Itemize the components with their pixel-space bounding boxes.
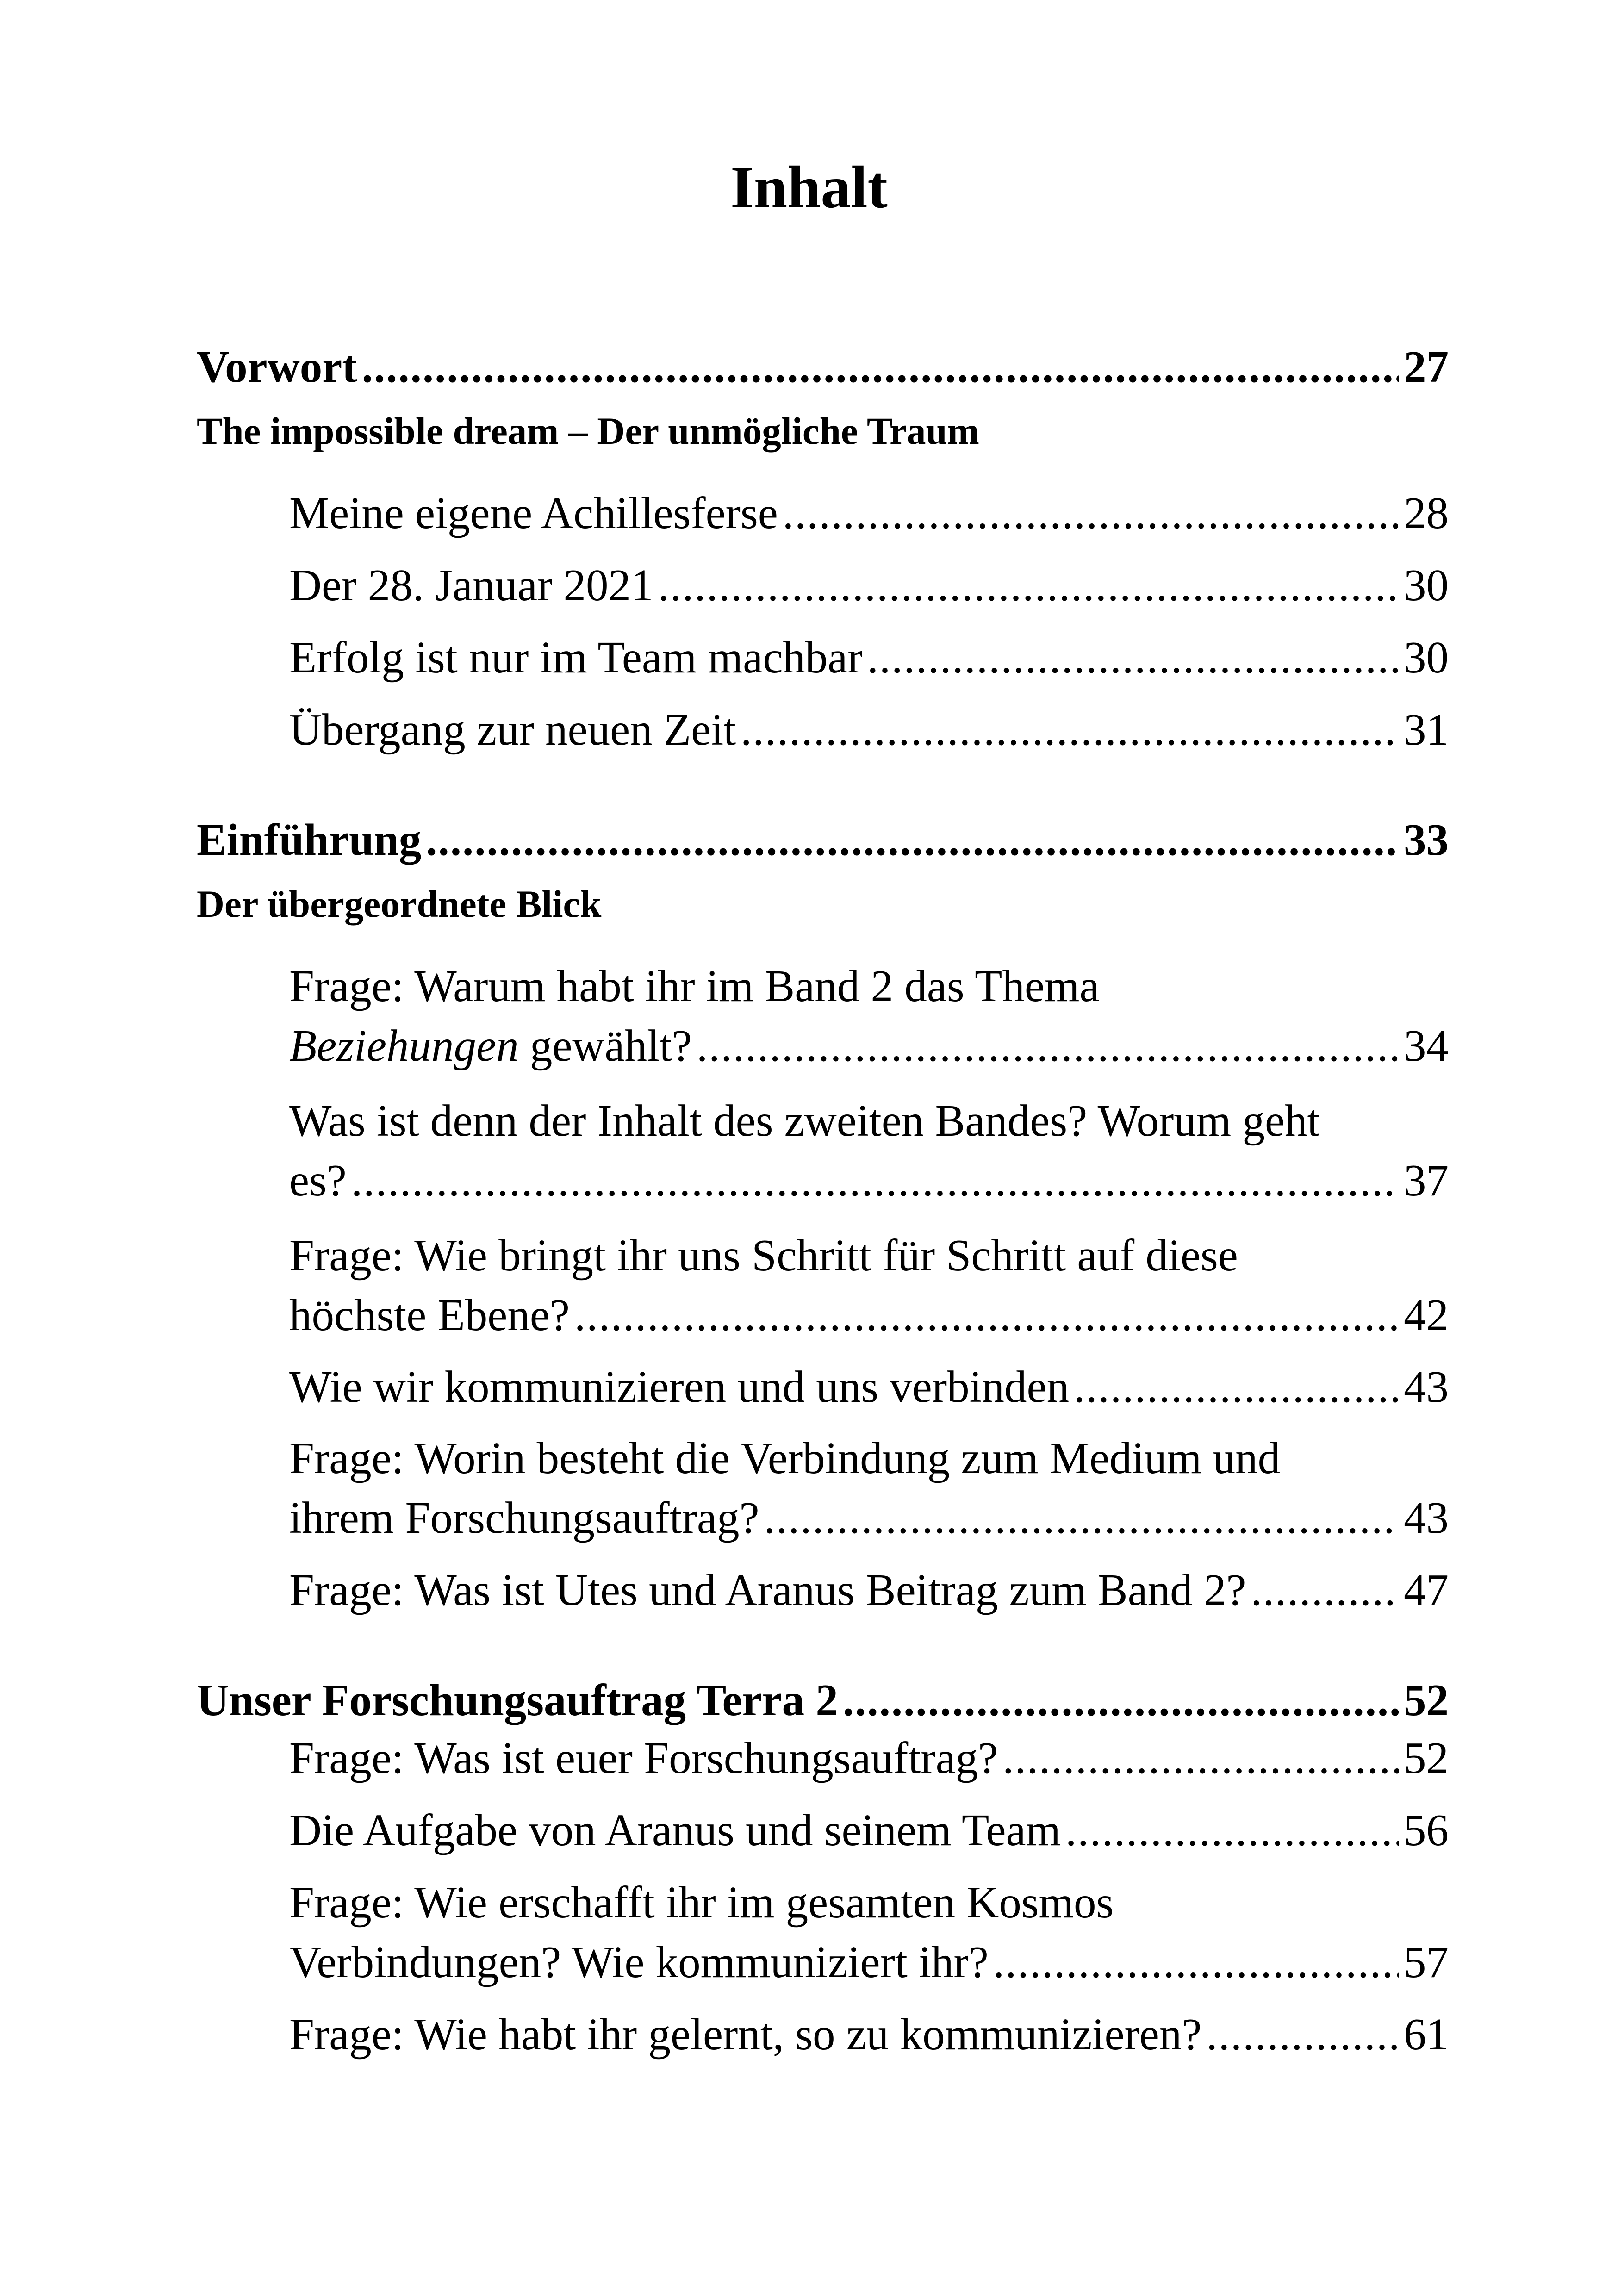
entry-label: Verbindungen? Wie kommuniziert ihr? xyxy=(289,1937,989,1987)
page-number: 52 xyxy=(1404,1733,1449,1783)
entry-label: Frage: Wie erschafft ihr im gesamten Kosmos xyxy=(289,1878,1114,1927)
dot-leader xyxy=(362,339,1399,395)
entry-label-rest: gewählt? xyxy=(518,1021,692,1070)
toc-entry-line2[interactable] xyxy=(289,1018,1449,1074)
section-subtitle xyxy=(197,403,1449,459)
entry-label: ihrem Forschungsauftrag? xyxy=(289,1493,759,1543)
entry-label: Frage: Warum habt ihr im Band 2 das Thema xyxy=(289,961,1100,1011)
dot-leader xyxy=(993,1935,1399,1990)
entry-label xyxy=(289,1018,692,1074)
section-heading: Einführung xyxy=(197,815,422,865)
dot-leader xyxy=(658,558,1399,613)
entry-label: Wie wir kommunizieren und uns verbinden xyxy=(289,1362,1070,1412)
dot-leader xyxy=(574,1288,1399,1343)
entry-italic: Beziehungen xyxy=(289,1021,519,1070)
toc-entry[interactable] xyxy=(289,485,1449,541)
dot-leader xyxy=(351,1153,1399,1208)
dot-leader xyxy=(1074,1359,1399,1415)
toc-entry[interactable] xyxy=(289,702,1449,758)
page-number: 30 xyxy=(1404,560,1449,610)
toc-section-einfuehrung[interactable] xyxy=(197,812,1449,868)
toc-entry-line1[interactable] xyxy=(289,1875,1449,1930)
entry-label: Übergang zur neuen Zeit xyxy=(289,705,736,754)
page-number: 47 xyxy=(1404,1565,1449,1615)
toc-entry-line1[interactable] xyxy=(289,1093,1449,1149)
dot-leader xyxy=(741,702,1399,758)
toc-entry-line1[interactable] xyxy=(289,958,1449,1014)
dot-leader xyxy=(1002,1730,1399,1786)
dot-leader xyxy=(1065,1803,1399,1858)
page-number: 27 xyxy=(1404,342,1449,392)
toc-entry-line2[interactable] xyxy=(289,1935,1449,1990)
toc-entry[interactable] xyxy=(289,1359,1449,1415)
toc-section-forschungsauftrag[interactable] xyxy=(197,1673,1449,1728)
entry-label: Meine eigene Achillesferse xyxy=(289,488,778,538)
entry-label: Der 28. Januar 2021 xyxy=(289,560,653,610)
entry-label: Erfolg ist nur im Team machbar xyxy=(289,633,863,682)
dot-leader xyxy=(764,1490,1399,1546)
page-title: Inhalt xyxy=(730,154,888,221)
dot-leader xyxy=(867,630,1399,685)
page-number: 61 xyxy=(1404,2010,1449,2059)
section-heading: Vorwort xyxy=(197,342,357,392)
toc-entry-line1[interactable] xyxy=(289,1431,1449,1486)
page-number: 42 xyxy=(1404,1290,1449,1340)
subtitle-text: The impossible dream – Der unmögliche Traum xyxy=(197,410,979,452)
entry-label: Die Aufgabe von Aranus und seinem Team xyxy=(289,1805,1061,1855)
page-number: 56 xyxy=(1404,1805,1449,1855)
page-number: 33 xyxy=(1404,815,1449,865)
entry-label: höchste Ebene? xyxy=(289,1290,570,1340)
entry-label: Was ist denn der Inhalt des zweiten Bandes? Worum geht xyxy=(289,1096,1320,1145)
page-number: 52 xyxy=(1404,1675,1449,1725)
dot-leader xyxy=(843,1673,1399,1728)
toc-entry-line2[interactable] xyxy=(289,1490,1449,1546)
dot-leader xyxy=(783,485,1399,541)
dot-leader xyxy=(1206,2007,1399,2062)
toc-entry[interactable] xyxy=(289,2007,1449,2062)
toc-section-vorwort[interactable] xyxy=(197,339,1449,395)
toc-entry-line2[interactable] xyxy=(289,1153,1449,1208)
section-subtitle xyxy=(197,876,1449,932)
toc-entry[interactable] xyxy=(289,630,1449,685)
page-number: 30 xyxy=(1404,633,1449,682)
toc-entry-line1[interactable] xyxy=(289,1228,1449,1283)
toc-entry[interactable] xyxy=(289,1562,1449,1618)
entry-label: Frage: Wie habt ihr gelernt, so zu kommunizieren? xyxy=(289,2010,1202,2059)
dot-leader xyxy=(697,1018,1399,1074)
entry-label: Frage: Was ist Utes und Aranus Beitrag zum Band 2? xyxy=(289,1565,1246,1615)
page-number: 37 xyxy=(1404,1156,1449,1205)
page-number: 57 xyxy=(1404,1937,1449,1987)
subtitle-text: Der übergeordnete Blick xyxy=(197,883,602,925)
page-number: 28 xyxy=(1404,488,1449,538)
section-heading: Unser Forschungsauftrag Terra 2 xyxy=(197,1675,838,1725)
entry-label: Frage: Was ist euer Forschungsauftrag? xyxy=(289,1733,998,1783)
entry-label: es? xyxy=(289,1156,347,1205)
toc-entry[interactable] xyxy=(289,1803,1449,1858)
page-number: 43 xyxy=(1404,1493,1449,1543)
entry-label: Frage: Wie bringt ihr uns Schritt für Schritt auf diese xyxy=(289,1231,1238,1280)
page-number: 43 xyxy=(1404,1362,1449,1412)
toc-entry[interactable] xyxy=(289,558,1449,613)
entry-label: Frage: Worin besteht die Verbindung zum Medium und xyxy=(289,1433,1281,1483)
toc-entry-line2[interactable] xyxy=(289,1288,1449,1343)
dot-leader xyxy=(426,812,1399,868)
page-number: 34 xyxy=(1404,1021,1449,1070)
dot-leader xyxy=(1251,1562,1399,1618)
toc-entry[interactable] xyxy=(289,1730,1449,1786)
page-number: 31 xyxy=(1404,705,1449,754)
